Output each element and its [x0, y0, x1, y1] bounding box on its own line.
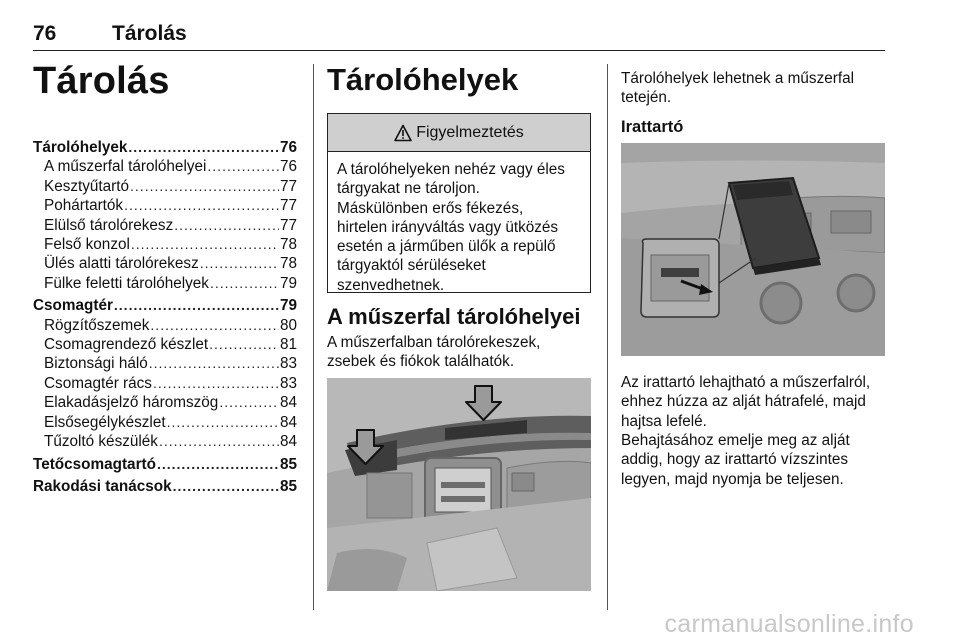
footer-watermark: carmanualsonline.info [664, 610, 914, 638]
toc-dot-leader [157, 455, 279, 474]
toc-entry-page: 77 [279, 216, 297, 234]
toc-entry-label: Rakodási tanácsok [33, 477, 172, 495]
toc-entry [33, 254, 297, 273]
intro-text [621, 69, 854, 108]
toc-entry-page: 76 [279, 139, 297, 156]
text-line: Tárolóhelyek lehetnek a műszerfal [621, 70, 854, 87]
text-line: A tárolóhelyeken nehéz vagy éles [337, 161, 565, 178]
toc-entry-page: 84 [279, 433, 297, 451]
toc-dot-leader [128, 138, 279, 157]
toc-dot-leader [150, 316, 279, 335]
toc-entry-page: 79 [279, 274, 297, 292]
toc-dot-leader [149, 354, 279, 373]
toc-entry-label: Tűzoltó készülék [44, 433, 158, 451]
toc-dot-leader [200, 254, 279, 273]
toc-dot-leader [153, 374, 279, 393]
toc-entry-page: 79 [279, 297, 297, 315]
section-title: Tárolóhelyek [327, 62, 519, 97]
toc-dot-leader [124, 196, 279, 215]
toc-entry-page: 77 [279, 197, 297, 215]
toc-entry-page: 84 [279, 394, 297, 412]
dashboard-storage-illustration [327, 378, 591, 591]
toc-dot-leader [114, 296, 279, 315]
toc-section-entry [33, 477, 297, 496]
toc-entry [33, 274, 297, 293]
text-line: Behajtásához emelje meg az alját [621, 432, 850, 449]
toc-entry-label: Csomagtér [33, 297, 113, 315]
text-line: hirtelen irányváltás vagy ütközés [337, 218, 559, 236]
toc-dot-leader [173, 477, 279, 496]
document-holder-text-2 [621, 431, 850, 489]
toc-entry-page: 83 [279, 355, 297, 373]
warning-box [327, 113, 591, 293]
toc-dot-leader [159, 432, 279, 451]
toc-entry [33, 354, 297, 373]
toc-entry-label: Felső konzol [44, 236, 130, 254]
document-holder-illustration [621, 143, 885, 356]
toc-section-entry [33, 455, 297, 474]
toc-entry [33, 432, 297, 451]
toc-section-entry [33, 138, 297, 157]
column-divider-1 [313, 64, 314, 610]
text-line: Máskülönben erős fékezés, [337, 199, 524, 217]
toc-entry-label: Biztonsági háló [44, 355, 148, 373]
toc-entry-label: Tárolóhelyek [33, 139, 128, 156]
toc-entry [33, 177, 297, 196]
toc-entry-label: Fülke feletti tárolóhelyek [44, 274, 209, 292]
toc-entry [33, 216, 297, 235]
subsection-text [327, 333, 540, 372]
running-header-title: Tárolás [112, 22, 187, 45]
toc-entry [33, 196, 297, 215]
toc-entry-page: 80 [279, 316, 297, 334]
toc-entry-label: Csomagtér rács [44, 374, 152, 392]
text-line: ehhez húzza az alját hátrafelé, majd [621, 393, 866, 411]
toc-entry-label: Elülső tárolórekesz [44, 216, 174, 234]
text-line: tárgyakat ne tároljon. [337, 180, 480, 198]
text-line: Az irattartó lehajtható a műszerfalról, [621, 374, 871, 391]
column-divider-2 [607, 64, 608, 610]
toc-entry-label: Tetőcsomagtartó [33, 455, 156, 473]
toc-dot-leader [174, 216, 279, 235]
warning-heading: Figyelmeztetés [416, 123, 524, 141]
subsection-title: A műszerfal tárolóhelyei [327, 304, 581, 329]
toc-entry [33, 413, 297, 432]
toc-entry-label: Kesztyűtartó [44, 177, 130, 195]
text-line: esetén a járműben ülők a repülő [337, 238, 556, 256]
toc-entry-page: 84 [279, 413, 297, 431]
toc-section-entry [33, 296, 297, 315]
toc-dot-leader [167, 413, 279, 432]
document-holder-title: Irattartó [621, 118, 684, 136]
toc-entry-page: 81 [279, 336, 297, 354]
toc-entry-label: Pohártartók [44, 197, 124, 215]
toc-dot-leader [130, 177, 279, 196]
document-holder-text-1 [621, 373, 870, 431]
toc-entry [33, 374, 297, 393]
toc-entry-page: 78 [279, 236, 297, 254]
toc-entry-page: 77 [279, 177, 297, 195]
toc-dot-leader [207, 157, 279, 176]
toc-dot-leader [219, 393, 279, 412]
toc-entry-page: 78 [279, 255, 297, 273]
toc-entry-label: Rögzítőszemek [44, 316, 150, 334]
chapter-title: Tárolás [33, 60, 170, 102]
text-line: hajtsa lefelé. [621, 412, 707, 430]
toc-entry [33, 316, 297, 335]
table-of-contents [33, 138, 297, 496]
toc-dot-leader [209, 335, 279, 354]
toc-entry [33, 157, 297, 176]
toc-entry [33, 393, 297, 412]
warning-text [328, 152, 590, 295]
warning-header [328, 114, 590, 152]
text-line: szenvedhetnek. [337, 276, 445, 294]
text-line: tárgyaktól sérüléseket [337, 257, 486, 275]
text-line: tetején. [621, 89, 672, 107]
toc-entry [33, 235, 297, 254]
text-line: A műszerfalban tárolórekeszek, [327, 334, 541, 351]
toc-entry-label: Csomagrendező készlet [44, 336, 209, 354]
toc-entry-page: 85 [279, 455, 297, 473]
toc-entry-page: 85 [279, 477, 297, 495]
text-line: legyen, majd nyomja be teljesen. [621, 470, 844, 488]
page-number: 76 [33, 22, 57, 45]
toc-entry [33, 335, 297, 354]
toc-entry-label: Elsősegélykészlet [44, 413, 166, 431]
toc-entry-label: Elakadásjelző háromszög [44, 394, 219, 412]
text-line: addig, hogy az irattartó vízszintes [621, 451, 849, 469]
toc-dot-leader [210, 274, 279, 293]
toc-entry-page: 76 [279, 158, 297, 176]
toc-entry-page: 83 [279, 374, 297, 392]
header-rule [33, 50, 885, 51]
toc-entry-label: A műszerfal tárolóhelyei [44, 158, 207, 176]
toc-dot-leader [131, 235, 279, 254]
text-line: zsebek és fiókok találhatók. [327, 353, 515, 371]
toc-entry-label: Ülés alatti tárolórekesz [44, 255, 199, 273]
warning-triangle-icon [394, 124, 412, 142]
